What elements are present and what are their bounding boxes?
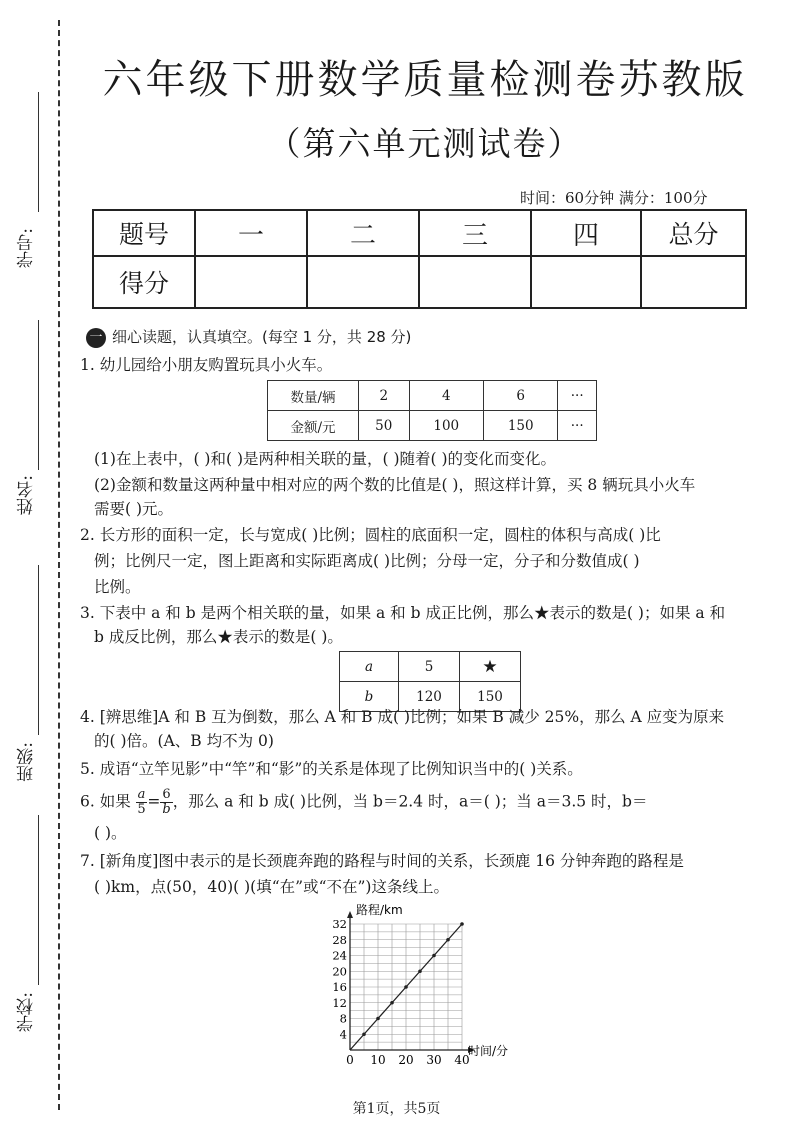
q6-equals: =: [147, 792, 161, 811]
section-badge: 一: [86, 328, 106, 348]
chart-y-axis-label: 路程/km: [356, 903, 403, 917]
fraction-denominator: b: [162, 802, 171, 817]
data-point: [418, 969, 422, 973]
x-tick-label: 30: [426, 1053, 442, 1067]
score-cell: 总分: [641, 210, 746, 256]
y-tick-label: 28: [332, 932, 347, 947]
q3-cell: 5: [399, 652, 460, 682]
score-cell: 一: [195, 210, 307, 256]
y-tick-label: 24: [332, 948, 347, 963]
q1-part-1: (1)在上表中，( )和( )是两种相关联的量，( )随着( )的变化而变化。: [94, 450, 557, 468]
page-title: 六年级下册数学质量检测卷苏教版: [102, 57, 748, 103]
y-tick-label: 20: [332, 964, 347, 979]
q1-data-table: [267, 380, 597, 441]
x-tick-label: 20: [398, 1053, 414, 1067]
q3-cell: b: [340, 682, 399, 712]
page-footer: 第1页，共5页: [352, 1101, 441, 1117]
binding-dashed-line: [58, 20, 60, 1110]
score-table: [92, 209, 747, 309]
data-point: [460, 922, 464, 926]
question-2-line-2: 例；比例尺一定，图上距离和实际距离成( )比例；分母一定，分子和分数值成( ): [94, 552, 640, 570]
q1-cell: 150: [483, 411, 557, 441]
q1-cell: 6: [483, 381, 557, 411]
class-label: 班级:: [17, 742, 37, 782]
question-6-line-1: [80, 788, 770, 817]
y-tick-label: 32: [332, 917, 347, 931]
y-axis-arrow: [347, 911, 353, 918]
x-tick-label: 10: [370, 1053, 386, 1067]
x-tick-label: 40: [454, 1053, 470, 1067]
q1-cell: 金额/元: [268, 411, 359, 441]
score-table-header-row: [93, 210, 746, 256]
section-heading-text: 细心读题，认真填空。(每空 1 分，共 28 分): [112, 328, 412, 346]
class-rule: [38, 565, 39, 735]
score-input-cell[interactable]: [307, 256, 419, 308]
q1-cell: 2: [359, 381, 410, 411]
q1-cell: 4: [409, 381, 483, 411]
question-4-line-1: 4. [辨思维]A 和 B 互为倒数，那么 A 和 B 成( )比例；如果 B 减少 25%，那么 A 应变为原来: [80, 708, 725, 726]
q1-cell: 数量/辆: [268, 381, 359, 411]
score-input-cell[interactable]: [641, 256, 746, 308]
data-point: [390, 1001, 394, 1005]
q3-cell: 150: [460, 682, 521, 712]
y-tick-label: 4: [339, 1027, 347, 1042]
q1-cell: ···: [558, 411, 597, 441]
q6-fraction-a-over-5: [136, 788, 148, 817]
q6-suffix: ，那么 a 和 b 成( )比例，当 b＝2.4 时，a＝( )；当 a＝3.5 时，b＝: [172, 792, 648, 811]
name-label: 姓名:: [17, 475, 37, 515]
student-id-label: 学号:: [17, 228, 37, 268]
distance-time-chart: [320, 900, 550, 1068]
school-label: 学校:: [17, 992, 37, 1032]
y-tick-label: 12: [332, 995, 347, 1010]
question-3-line-2: b 成反比例，那么★表示的数是( )。: [94, 628, 343, 646]
question-2-line-3: 比例。: [94, 578, 141, 596]
page-subtitle: （第六单元测试卷）: [267, 124, 583, 163]
data-point: [446, 938, 450, 942]
score-input-cell[interactable]: [195, 256, 307, 308]
score-table-score-row: [93, 256, 746, 308]
question-3-line-1: 3. 下表中 a 和 b 是两个相关联的量，如果 a 和 b 成正比例，那么★表示的数是( )；如果 a 和: [80, 604, 726, 622]
q1-cell: ···: [558, 381, 597, 411]
question-4-line-2: 的( )倍。(A、B 均不为 0): [94, 732, 274, 750]
question-6-line-2: ( )。: [94, 824, 127, 842]
q3-cell: 120: [399, 682, 460, 712]
data-point: [404, 985, 408, 989]
score-cell: 三: [419, 210, 531, 256]
score-cell: 得分: [93, 256, 195, 308]
question-2-line-1: 2. 长方形的面积一定，长与宽成( )比例；圆柱的底面积一定，圆柱的体积与高成( )比: [80, 526, 661, 544]
score-cell: 四: [531, 210, 641, 256]
question-7-line-1: 7. [新角度]图中表示的是长颈鹿奔跑的路程与时间的关系，长颈鹿 16 分钟奔跑的路程是: [80, 852, 684, 870]
q3-data-table: [339, 651, 521, 712]
data-point: [362, 1032, 366, 1036]
q1-part-2-cont: 需要( )元。: [94, 500, 174, 518]
score-input-cell[interactable]: [419, 256, 531, 308]
q1-cell: 100: [409, 411, 483, 441]
q3-cell: a: [340, 652, 399, 682]
x-tick-label: 0: [346, 1053, 354, 1067]
q1-part-2: (2)金额和数量这两种量中相对应的两个数的比值是( )，照这样计算，买 8 辆玩具小火车: [94, 476, 696, 494]
fraction-numerator: a: [137, 787, 146, 802]
section-heading: [86, 326, 411, 348]
score-cell: 二: [307, 210, 419, 256]
question-7-line-2: ( )km，点(50，40)( )(填“在”或“不在”)这条线上。: [94, 878, 449, 896]
fraction-numerator: 6: [162, 787, 171, 802]
fraction-denominator: 5: [137, 802, 146, 817]
student-id-rule: [38, 92, 39, 212]
score-cell: 题号: [93, 210, 195, 256]
data-point: [432, 954, 436, 958]
y-tick-label: 16: [332, 980, 347, 994]
chart-x-axis-label: 时间/分: [468, 1044, 509, 1058]
y-tick-label: 8: [339, 1011, 347, 1026]
question-5: 5. 成语“立竿见影”中“竿”和“影”的关系是体现了比例知识当中的( )关系。: [80, 760, 583, 778]
q6-fraction-6-over-b: [160, 788, 172, 817]
score-input-cell[interactable]: [531, 256, 641, 308]
question-1-stem: 1. 幼儿园给小朋友购置玩具小火车。: [80, 356, 333, 374]
q1-cell: 50: [359, 411, 410, 441]
name-rule: [38, 320, 39, 470]
time-info: 时间：60分钟 满分：100分: [520, 189, 708, 207]
school-rule: [38, 815, 39, 985]
data-point: [376, 1017, 380, 1021]
q6-prefix: 6. 如果: [80, 792, 131, 811]
q3-cell: ★: [460, 652, 521, 682]
